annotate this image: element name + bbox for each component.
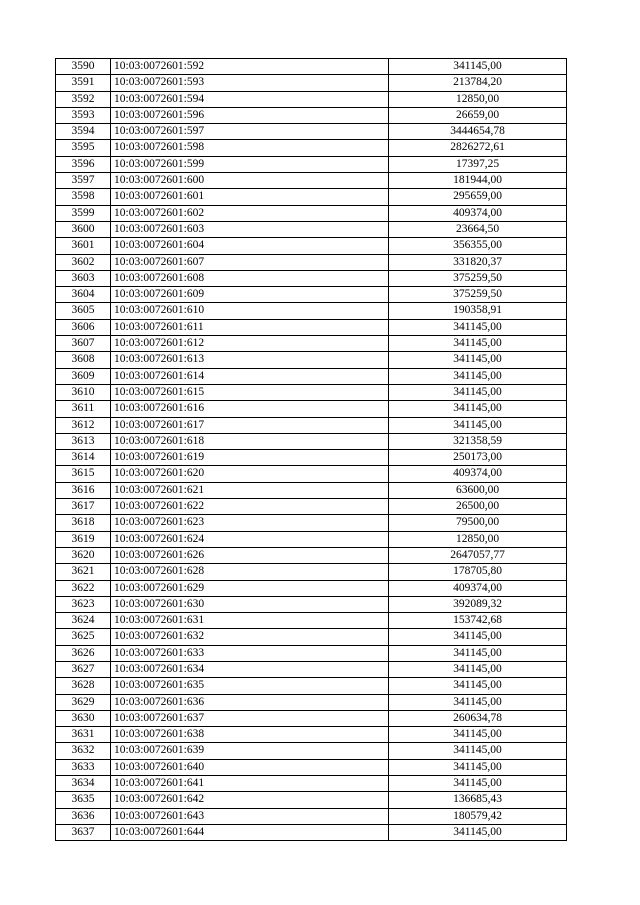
cadastral-number-cell: 10:03:0072601:628: [111, 564, 389, 580]
table-row: [56, 287, 567, 303]
row-number-cell: 3611: [56, 401, 111, 417]
cadastral-value-cell: 331820,37: [389, 254, 567, 270]
table-row: [56, 336, 567, 352]
row-number-cell: 3633: [56, 759, 111, 775]
cadastral-number-cell: 10:03:0072601:616: [111, 401, 389, 417]
cadastral-value-cell: 341145,00: [389, 629, 567, 645]
cadastral-number-cell: 10:03:0072601:603: [111, 221, 389, 237]
cadastral-number-cell: 10:03:0072601:617: [111, 417, 389, 433]
table-row: [56, 124, 567, 140]
table-row: [56, 352, 567, 368]
row-number-cell: 3634: [56, 776, 111, 792]
cadastral-value-cell: 341145,00: [389, 759, 567, 775]
cadastral-number-cell: 10:03:0072601:621: [111, 482, 389, 498]
row-number-cell: 3600: [56, 221, 111, 237]
cadastral-value-cell: 341145,00: [389, 727, 567, 743]
cadastral-value-cell: 341145,00: [389, 384, 567, 400]
table-row: [56, 727, 567, 743]
cadastral-value-cell: 63600,00: [389, 482, 567, 498]
cadastral-number-cell: 10:03:0072601:643: [111, 808, 389, 824]
cadastral-number-cell: 10:03:0072601:640: [111, 759, 389, 775]
row-number-cell: 3616: [56, 482, 111, 498]
table-row: [56, 401, 567, 417]
table-row: [56, 189, 567, 205]
cadastral-number-cell: 10:03:0072601:602: [111, 205, 389, 221]
cadastral-number-cell: 10:03:0072601:637: [111, 710, 389, 726]
row-number-cell: 3622: [56, 580, 111, 596]
cadastral-value-cell: 409374,00: [389, 580, 567, 596]
table-row: [56, 384, 567, 400]
row-number-cell: 3590: [56, 59, 111, 75]
cadastral-number-cell: 10:03:0072601:626: [111, 547, 389, 563]
table-row: [56, 792, 567, 808]
table-row: [56, 482, 567, 498]
cadastral-number-cell: 10:03:0072601:638: [111, 727, 389, 743]
cadastral-number-cell: 10:03:0072601:594: [111, 91, 389, 107]
cadastral-value-cell: 321358,59: [389, 433, 567, 449]
cadastral-value-cell: 23664,50: [389, 221, 567, 237]
cadastral-number-cell: 10:03:0072601:618: [111, 433, 389, 449]
row-number-cell: 3613: [56, 433, 111, 449]
cadastral-value-cell: 12850,00: [389, 531, 567, 547]
cadastral-value-cell: 341145,00: [389, 824, 567, 840]
cadastral-value-cell: 341145,00: [389, 694, 567, 710]
table-row: [56, 645, 567, 661]
table-row: [56, 547, 567, 563]
row-number-cell: 3602: [56, 254, 111, 270]
row-number-cell: 3606: [56, 319, 111, 335]
row-number-cell: 3614: [56, 450, 111, 466]
cadastral-value-cell: 178705,80: [389, 564, 567, 580]
table-row: [56, 776, 567, 792]
row-number-cell: 3636: [56, 808, 111, 824]
row-number-cell: 3617: [56, 499, 111, 515]
cadastral-number-cell: 10:03:0072601:642: [111, 792, 389, 808]
cadastral-value-cell: 79500,00: [389, 515, 567, 531]
cadastral-number-cell: 10:03:0072601:615: [111, 384, 389, 400]
table-row: [56, 759, 567, 775]
table-row: [56, 661, 567, 677]
cadastral-number-cell: 10:03:0072601:609: [111, 287, 389, 303]
table-row: [56, 515, 567, 531]
table-row: [56, 710, 567, 726]
table-row: [56, 417, 567, 433]
cadastral-value-cell: 341145,00: [389, 401, 567, 417]
table-row: [56, 531, 567, 547]
table-row: [56, 564, 567, 580]
row-number-cell: 3621: [56, 564, 111, 580]
row-number-cell: 3619: [56, 531, 111, 547]
row-number-cell: 3597: [56, 173, 111, 189]
table-row: [56, 368, 567, 384]
cadastral-value-cell: 260634,78: [389, 710, 567, 726]
cadastral-number-cell: 10:03:0072601:629: [111, 580, 389, 596]
cadastral-value-cell: 250173,00: [389, 450, 567, 466]
cadastral-number-cell: 10:03:0072601:592: [111, 59, 389, 75]
table-row: [56, 596, 567, 612]
table-row: [56, 238, 567, 254]
cadastral-number-cell: 10:03:0072601:644: [111, 824, 389, 840]
table-row: [56, 808, 567, 824]
table-row: [56, 743, 567, 759]
row-number-cell: 3609: [56, 368, 111, 384]
table-row: [56, 59, 567, 75]
cadastral-value-cell: 341145,00: [389, 661, 567, 677]
table-row: [56, 433, 567, 449]
cadastral-number-cell: 10:03:0072601:630: [111, 596, 389, 612]
cadastral-value-cell: 341145,00: [389, 776, 567, 792]
table-row: [56, 450, 567, 466]
cadastral-number-cell: 10:03:0072601:607: [111, 254, 389, 270]
cadastral-number-cell: 10:03:0072601:593: [111, 75, 389, 91]
cadastral-value-cell: 341145,00: [389, 743, 567, 759]
table-row: [56, 694, 567, 710]
table-row: [56, 221, 567, 237]
cadastral-value-cell: 213784,20: [389, 75, 567, 91]
row-number-cell: 3595: [56, 140, 111, 156]
cadastral-number-cell: 10:03:0072601:599: [111, 156, 389, 172]
row-number-cell: 3626: [56, 645, 111, 661]
cadastral-number-cell: 10:03:0072601:608: [111, 270, 389, 286]
cadastral-number-cell: 10:03:0072601:631: [111, 613, 389, 629]
row-number-cell: 3592: [56, 91, 111, 107]
cadastral-value-cell: 190358,91: [389, 303, 567, 319]
row-number-cell: 3623: [56, 596, 111, 612]
row-number-cell: 3608: [56, 352, 111, 368]
row-number-cell: 3594: [56, 124, 111, 140]
cadastral-value-cell: 12850,00: [389, 91, 567, 107]
cadastral-value-cell: 153742,68: [389, 613, 567, 629]
table-row: [56, 466, 567, 482]
cadastral-value-cell: 2647057,77: [389, 547, 567, 563]
row-number-cell: 3632: [56, 743, 111, 759]
row-number-cell: 3627: [56, 661, 111, 677]
table-row: [56, 678, 567, 694]
table-row: [56, 107, 567, 123]
row-number-cell: 3620: [56, 547, 111, 563]
table-row: [56, 156, 567, 172]
row-number-cell: 3635: [56, 792, 111, 808]
table-row: [56, 173, 567, 189]
row-number-cell: 3591: [56, 75, 111, 91]
cadastral-value-cell: 17397,25: [389, 156, 567, 172]
cadastral-value-cell: 409374,00: [389, 205, 567, 221]
cadastral-number-cell: 10:03:0072601:622: [111, 499, 389, 515]
cadastral-value-cell: 341145,00: [389, 336, 567, 352]
cadastral-number-cell: 10:03:0072601:623: [111, 515, 389, 531]
cadastral-value-cell: 356355,00: [389, 238, 567, 254]
cadastral-value-cell: 341145,00: [389, 417, 567, 433]
row-number-cell: 3599: [56, 205, 111, 221]
cadastral-number-cell: 10:03:0072601:639: [111, 743, 389, 759]
table-body: [56, 59, 567, 841]
cadastral-value-cell: 341145,00: [389, 645, 567, 661]
row-number-cell: 3618: [56, 515, 111, 531]
table-row: [56, 303, 567, 319]
table-row: [56, 824, 567, 840]
cadastral-number-cell: 10:03:0072601:601: [111, 189, 389, 205]
row-number-cell: 3607: [56, 336, 111, 352]
cadastral-number-cell: 10:03:0072601:620: [111, 466, 389, 482]
row-number-cell: 3631: [56, 727, 111, 743]
cadastral-number-cell: 10:03:0072601:597: [111, 124, 389, 140]
table-row: [56, 613, 567, 629]
row-number-cell: 3637: [56, 824, 111, 840]
row-number-cell: 3610: [56, 384, 111, 400]
cadastral-value-cell: 341145,00: [389, 352, 567, 368]
cadastral-number-cell: 10:03:0072601:611: [111, 319, 389, 335]
cadastral-number-cell: 10:03:0072601:635: [111, 678, 389, 694]
row-number-cell: 3601: [56, 238, 111, 254]
row-number-cell: 3598: [56, 189, 111, 205]
cadastral-value-cell: 341145,00: [389, 319, 567, 335]
table-row: [56, 75, 567, 91]
cadastral-value-cell: 392089,32: [389, 596, 567, 612]
cadastral-value-cell: 2826272,61: [389, 140, 567, 156]
cadastral-value-cell: 295659,00: [389, 189, 567, 205]
cadastral-number-cell: 10:03:0072601:614: [111, 368, 389, 384]
cadastral-number-cell: 10:03:0072601:612: [111, 336, 389, 352]
row-number-cell: 3624: [56, 613, 111, 629]
row-number-cell: 3612: [56, 417, 111, 433]
cadastral-number-cell: 10:03:0072601:632: [111, 629, 389, 645]
cadastral-number-cell: 10:03:0072601:634: [111, 661, 389, 677]
cadastral-value-cell: 180579,42: [389, 808, 567, 824]
cadastral-number-cell: 10:03:0072601:598: [111, 140, 389, 156]
cadastral-value-cell: 341145,00: [389, 678, 567, 694]
table-row: [56, 140, 567, 156]
cadastral-value-cell: 181944,00: [389, 173, 567, 189]
table-row: [56, 580, 567, 596]
cadastral-number-cell: 10:03:0072601:596: [111, 107, 389, 123]
row-number-cell: 3625: [56, 629, 111, 645]
cadastral-value-cell: 26659,00: [389, 107, 567, 123]
cadastral-number-cell: 10:03:0072601:604: [111, 238, 389, 254]
cadastral-number-cell: 10:03:0072601:610: [111, 303, 389, 319]
cadastral-value-cell: 136685,43: [389, 792, 567, 808]
cadastral-value-cell: 375259,50: [389, 287, 567, 303]
cadastral-number-cell: 10:03:0072601:636: [111, 694, 389, 710]
cadastral-value-cell: 375259,50: [389, 270, 567, 286]
row-number-cell: 3628: [56, 678, 111, 694]
cadastral-value-table: [55, 58, 567, 841]
row-number-cell: 3629: [56, 694, 111, 710]
table-row: [56, 629, 567, 645]
row-number-cell: 3603: [56, 270, 111, 286]
table-row: [56, 91, 567, 107]
row-number-cell: 3630: [56, 710, 111, 726]
cadastral-value-cell: 341145,00: [389, 368, 567, 384]
cadastral-value-cell: 341145,00: [389, 59, 567, 75]
table-row: [56, 319, 567, 335]
row-number-cell: 3605: [56, 303, 111, 319]
cadastral-number-cell: 10:03:0072601:619: [111, 450, 389, 466]
table-row: [56, 254, 567, 270]
cadastral-number-cell: 10:03:0072601:613: [111, 352, 389, 368]
row-number-cell: 3596: [56, 156, 111, 172]
cadastral-number-cell: 10:03:0072601:624: [111, 531, 389, 547]
row-number-cell: 3593: [56, 107, 111, 123]
table-row: [56, 499, 567, 515]
cadastral-value-cell: 26500,00: [389, 499, 567, 515]
cadastral-value-cell: 3444654,78: [389, 124, 567, 140]
cadastral-number-cell: 10:03:0072601:633: [111, 645, 389, 661]
table-row: [56, 270, 567, 286]
row-number-cell: 3615: [56, 466, 111, 482]
cadastral-number-cell: 10:03:0072601:641: [111, 776, 389, 792]
row-number-cell: 3604: [56, 287, 111, 303]
cadastral-number-cell: 10:03:0072601:600: [111, 173, 389, 189]
table-row: [56, 205, 567, 221]
cadastral-value-cell: 409374,00: [389, 466, 567, 482]
